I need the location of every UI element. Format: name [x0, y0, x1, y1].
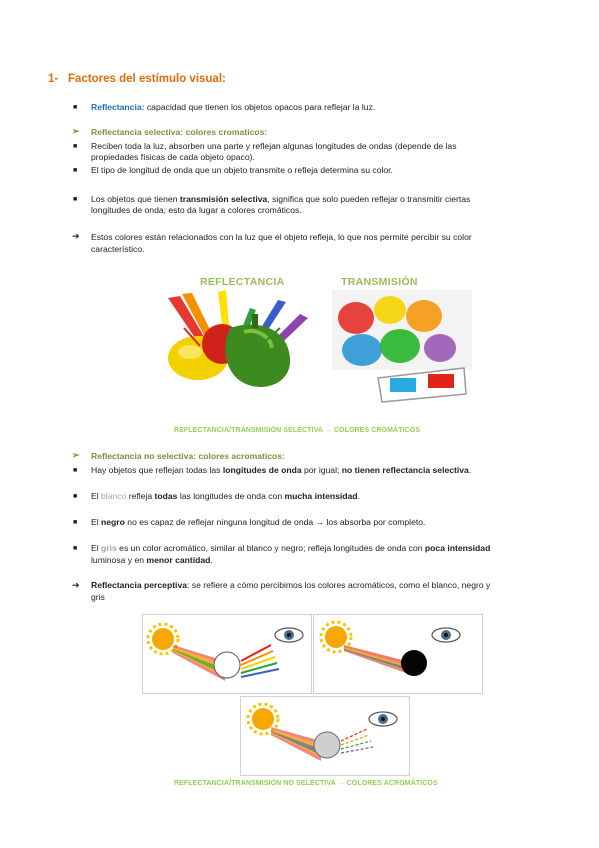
- reflectance-illustration: [160, 288, 310, 398]
- arrow-text: gris: [91, 592, 105, 602]
- black-absorption-diagram: [314, 615, 482, 693]
- subheading-no-selectiva: Reflectancia no selectiva: colores acromaticos:: [91, 451, 285, 461]
- panel-black-object: [313, 614, 483, 694]
- eye-icon: [369, 712, 397, 726]
- bullet-text: Los objetos que tienen transmisión selectiva, significa que solo pueden reflejar o transmitir ciertas: [91, 194, 471, 204]
- bullet-icon: ■: [73, 545, 78, 552]
- bullet-text: El negro no es capaz de reflejar ninguna longitud de onda → los absorba por completo.: [91, 517, 426, 527]
- subheading-selectiva: Reflectancia selectiva: colores cromaticos:: [91, 127, 268, 137]
- figure-caption-selectiva: REFLECTANCIA/TRANSMISIÓN SELECTIVA → COLORES CROMÁTICOS: [174, 427, 421, 434]
- bullet-text: luminosa y en menor cantidad.: [91, 555, 213, 565]
- bullet-text: El blanco refleja todas las longitudes de onda con mucha intensidad.: [91, 491, 360, 501]
- bullet-icon: ■: [73, 519, 78, 526]
- bullet-text: Reciben toda la luz, absorben una parte y reflejan algunas longitudes de ondas (depende de las: [91, 141, 457, 151]
- transmission-illustration: [332, 290, 472, 406]
- eye-icon: [275, 628, 303, 642]
- paragraph-reflectancia: [91, 102, 375, 113]
- bullet-icon: ■: [73, 196, 78, 203]
- term-reflectancia: Reflectancia:: [91, 102, 145, 112]
- bullet-text: El gris es un color acromático, similar al blanco y negro; refleja longitudes de onda con poca intensidad: [91, 543, 491, 553]
- arrow-text: Estos colores están relacionados con la luz que el objeto refleja, lo que nos permite percibir su color: [91, 232, 472, 242]
- arrow-right-icon: ➔: [72, 231, 80, 241]
- arrowhead-icon: ➢: [72, 450, 80, 460]
- bullet-icon: ■: [73, 493, 78, 500]
- white-reflection-diagram: [143, 615, 311, 693]
- arrow-text: Reflectancia perceptiva: se refiere a cómo percibimos los colores acromáticos, como el blanco, negro y: [91, 580, 491, 590]
- figure-title-reflectancia: REFLECTANCIA: [200, 276, 285, 288]
- definition-text: capacidad que tienen los objetos opacos para reflejar la luz.: [144, 102, 376, 112]
- bullet-text: propiedades físicas de cada objeto opaco).: [91, 152, 255, 162]
- panel-grey-object: [240, 696, 410, 776]
- arrowhead-icon: ➢: [72, 126, 80, 136]
- bullet-text: El tipo de longitud de onda que un objeto transmite o refleja determina su color.: [91, 165, 393, 175]
- grey-reflection-diagram: [241, 697, 409, 775]
- bullet-icon: ■: [73, 143, 78, 150]
- bullet-icon: ■: [73, 167, 78, 174]
- arrow-text: característico.: [91, 244, 145, 254]
- figure-caption-no-selectiva: REFLECTANCIA/TRANSMISIÓN NO SELECTIVA → COLORES ACROMÁTICOS: [174, 780, 438, 787]
- bullet-text: Hay objetos que reflejan todas las longitudes de onda por igual; no tienen reflectancia selectiva.: [91, 465, 472, 475]
- section-number: 1-: [48, 73, 59, 85]
- panel-white-object: [142, 614, 312, 694]
- arrow-right-icon: ➔: [72, 580, 80, 590]
- section-heading: [48, 73, 226, 85]
- figure-title-transmision: TRANSMISIÓN: [341, 276, 418, 288]
- eye-icon: [432, 628, 460, 642]
- bullet-text: longitudes de onda; esto da lugar a colores cromáticos.: [91, 205, 302, 215]
- section-title: Factores del estímulo visual:: [68, 73, 226, 85]
- bullet-icon: ■: [73, 104, 78, 111]
- bullet-icon: ■: [73, 467, 78, 474]
